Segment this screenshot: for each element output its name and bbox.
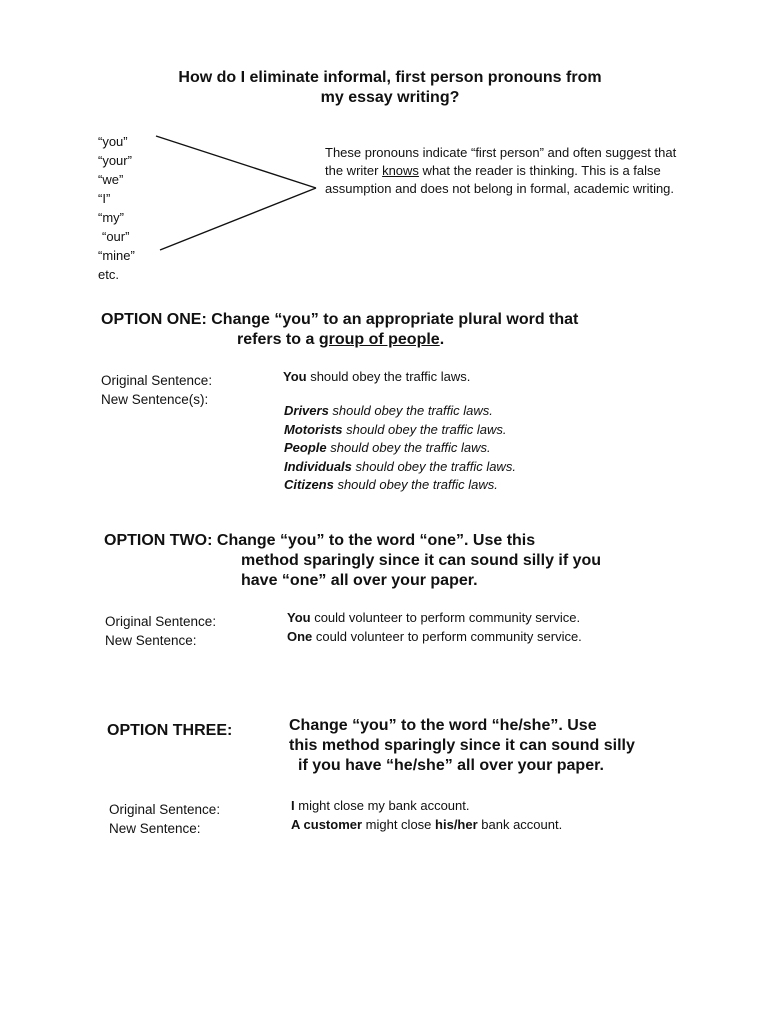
option-two-label: OPTION TWO: <box>104 532 213 549</box>
sentence-rest: could volunteer to perform community service. <box>312 628 582 644</box>
explanation-text-before: These pronouns indicate “first person” and often suggest that the writer <box>325 145 677 178</box>
new-sentence-item <box>284 476 516 495</box>
sentence-subject: A customer <box>291 816 363 832</box>
new-sentence-label: New Sentence(s): <box>101 392 209 407</box>
option-one-original <box>283 368 470 387</box>
pronoun-item: “we” <box>98 172 124 187</box>
new-sentence-label: New Sentence: <box>109 821 201 836</box>
option-two-line-3: have “one” all over your paper. <box>241 572 478 589</box>
sentence-pronoun: his/her <box>435 816 478 832</box>
title-line-1: How do I eliminate informal, first person pronouns from <box>178 69 602 86</box>
option-three-heading <box>289 716 709 776</box>
sentence-rest: should obey the traffic laws. <box>326 440 491 455</box>
new-sentence-item <box>284 402 516 421</box>
sentence-subject: People <box>284 440 327 455</box>
page-title <box>110 68 670 108</box>
original-sentence-label: Original Sentence: <box>105 614 217 629</box>
option-two-original <box>287 609 582 628</box>
option-three-new <box>291 816 562 835</box>
sentence-subject: Drivers <box>284 403 329 418</box>
sentence-rest: should obey the traffic laws. <box>333 477 498 492</box>
new-sentence-item <box>284 421 516 440</box>
new-sentence-item <box>284 458 516 477</box>
sentence-rest: might close my bank account. <box>294 798 470 813</box>
title-line-2: my essay writing? <box>320 89 460 106</box>
option-two-sentences <box>287 609 582 646</box>
arrow-lines-icon <box>150 130 325 260</box>
option-three-label-wrap <box>107 721 232 741</box>
option-one-label: OPTION ONE: <box>101 311 207 328</box>
option-one-line-2-suffix: . <box>439 331 445 348</box>
pronoun-item: “I” <box>98 191 111 206</box>
option-three-original <box>291 797 562 816</box>
option-one-line-1: Change “you” to an appropriate plural word that <box>211 311 579 328</box>
sentence-mid: might close <box>362 816 436 832</box>
sentence-subject: You <box>283 369 307 384</box>
option-one-line-2-prefix: refers to a <box>237 331 319 348</box>
pronoun-item: “your” <box>98 153 132 168</box>
original-sentence-label: Original Sentence: <box>109 802 221 817</box>
pronoun-item: etc. <box>98 267 119 282</box>
option-three-line-2: this method sparingly since it can sound silly <box>289 737 635 754</box>
option-two-labels <box>105 612 216 650</box>
new-sentence-label: New Sentence: <box>105 633 197 648</box>
sentence-rest: should obey the traffic laws. <box>351 458 516 474</box>
option-three-sentences <box>291 797 562 834</box>
explanation-text-after: what the reader is thinking. This is a false assumption and does not belong in formal, academic writing. <box>325 163 675 196</box>
new-sentence-item <box>284 439 516 458</box>
pronoun-item: “our” <box>102 229 130 244</box>
option-two-line-2: method sparingly since it can sound silly if you <box>241 552 602 569</box>
sentence-subject: Individuals <box>284 458 352 474</box>
original-sentence-label: Original Sentence: <box>101 373 213 388</box>
option-three-line-3: if you have “he/she” all over your paper. <box>298 757 604 774</box>
option-three-line-1: Change “you” to the word “he/she”. Use <box>289 717 597 734</box>
pronoun-list <box>98 132 135 284</box>
sentence-rest: should obey the traffic laws. <box>342 421 507 437</box>
option-two-heading <box>104 531 704 591</box>
sentence-rest: bank account. <box>477 816 563 832</box>
option-one-underlined: group of people <box>318 331 440 348</box>
sentence-rest: should obey the traffic laws. <box>328 403 493 418</box>
sentence-rest: should obey the traffic laws. <box>306 369 471 384</box>
option-one-labels <box>101 371 212 409</box>
sentence-rest: could volunteer to perform community service. <box>310 610 581 625</box>
sentence-subject: I <box>291 798 295 813</box>
pronoun-item: “you” <box>98 134 128 149</box>
explanation-underlined: knows <box>382 163 419 178</box>
sentence-subject: You <box>287 610 311 625</box>
option-one-heading <box>101 310 701 350</box>
pronoun-explanation <box>325 144 685 198</box>
option-three-label: OPTION THREE: <box>107 722 233 739</box>
sentence-subject: One <box>287 628 313 644</box>
sentence-subject: Citizens <box>284 477 334 492</box>
option-one-new-list <box>284 402 516 495</box>
pronoun-item: “my” <box>98 210 124 225</box>
option-three-labels <box>109 800 220 838</box>
option-two-line-1: Change “you” to the word “one”. Use this <box>216 532 536 549</box>
pronoun-item: “mine” <box>98 248 135 263</box>
sentence-subject: Motorists <box>284 421 343 437</box>
option-two-new <box>287 628 582 647</box>
